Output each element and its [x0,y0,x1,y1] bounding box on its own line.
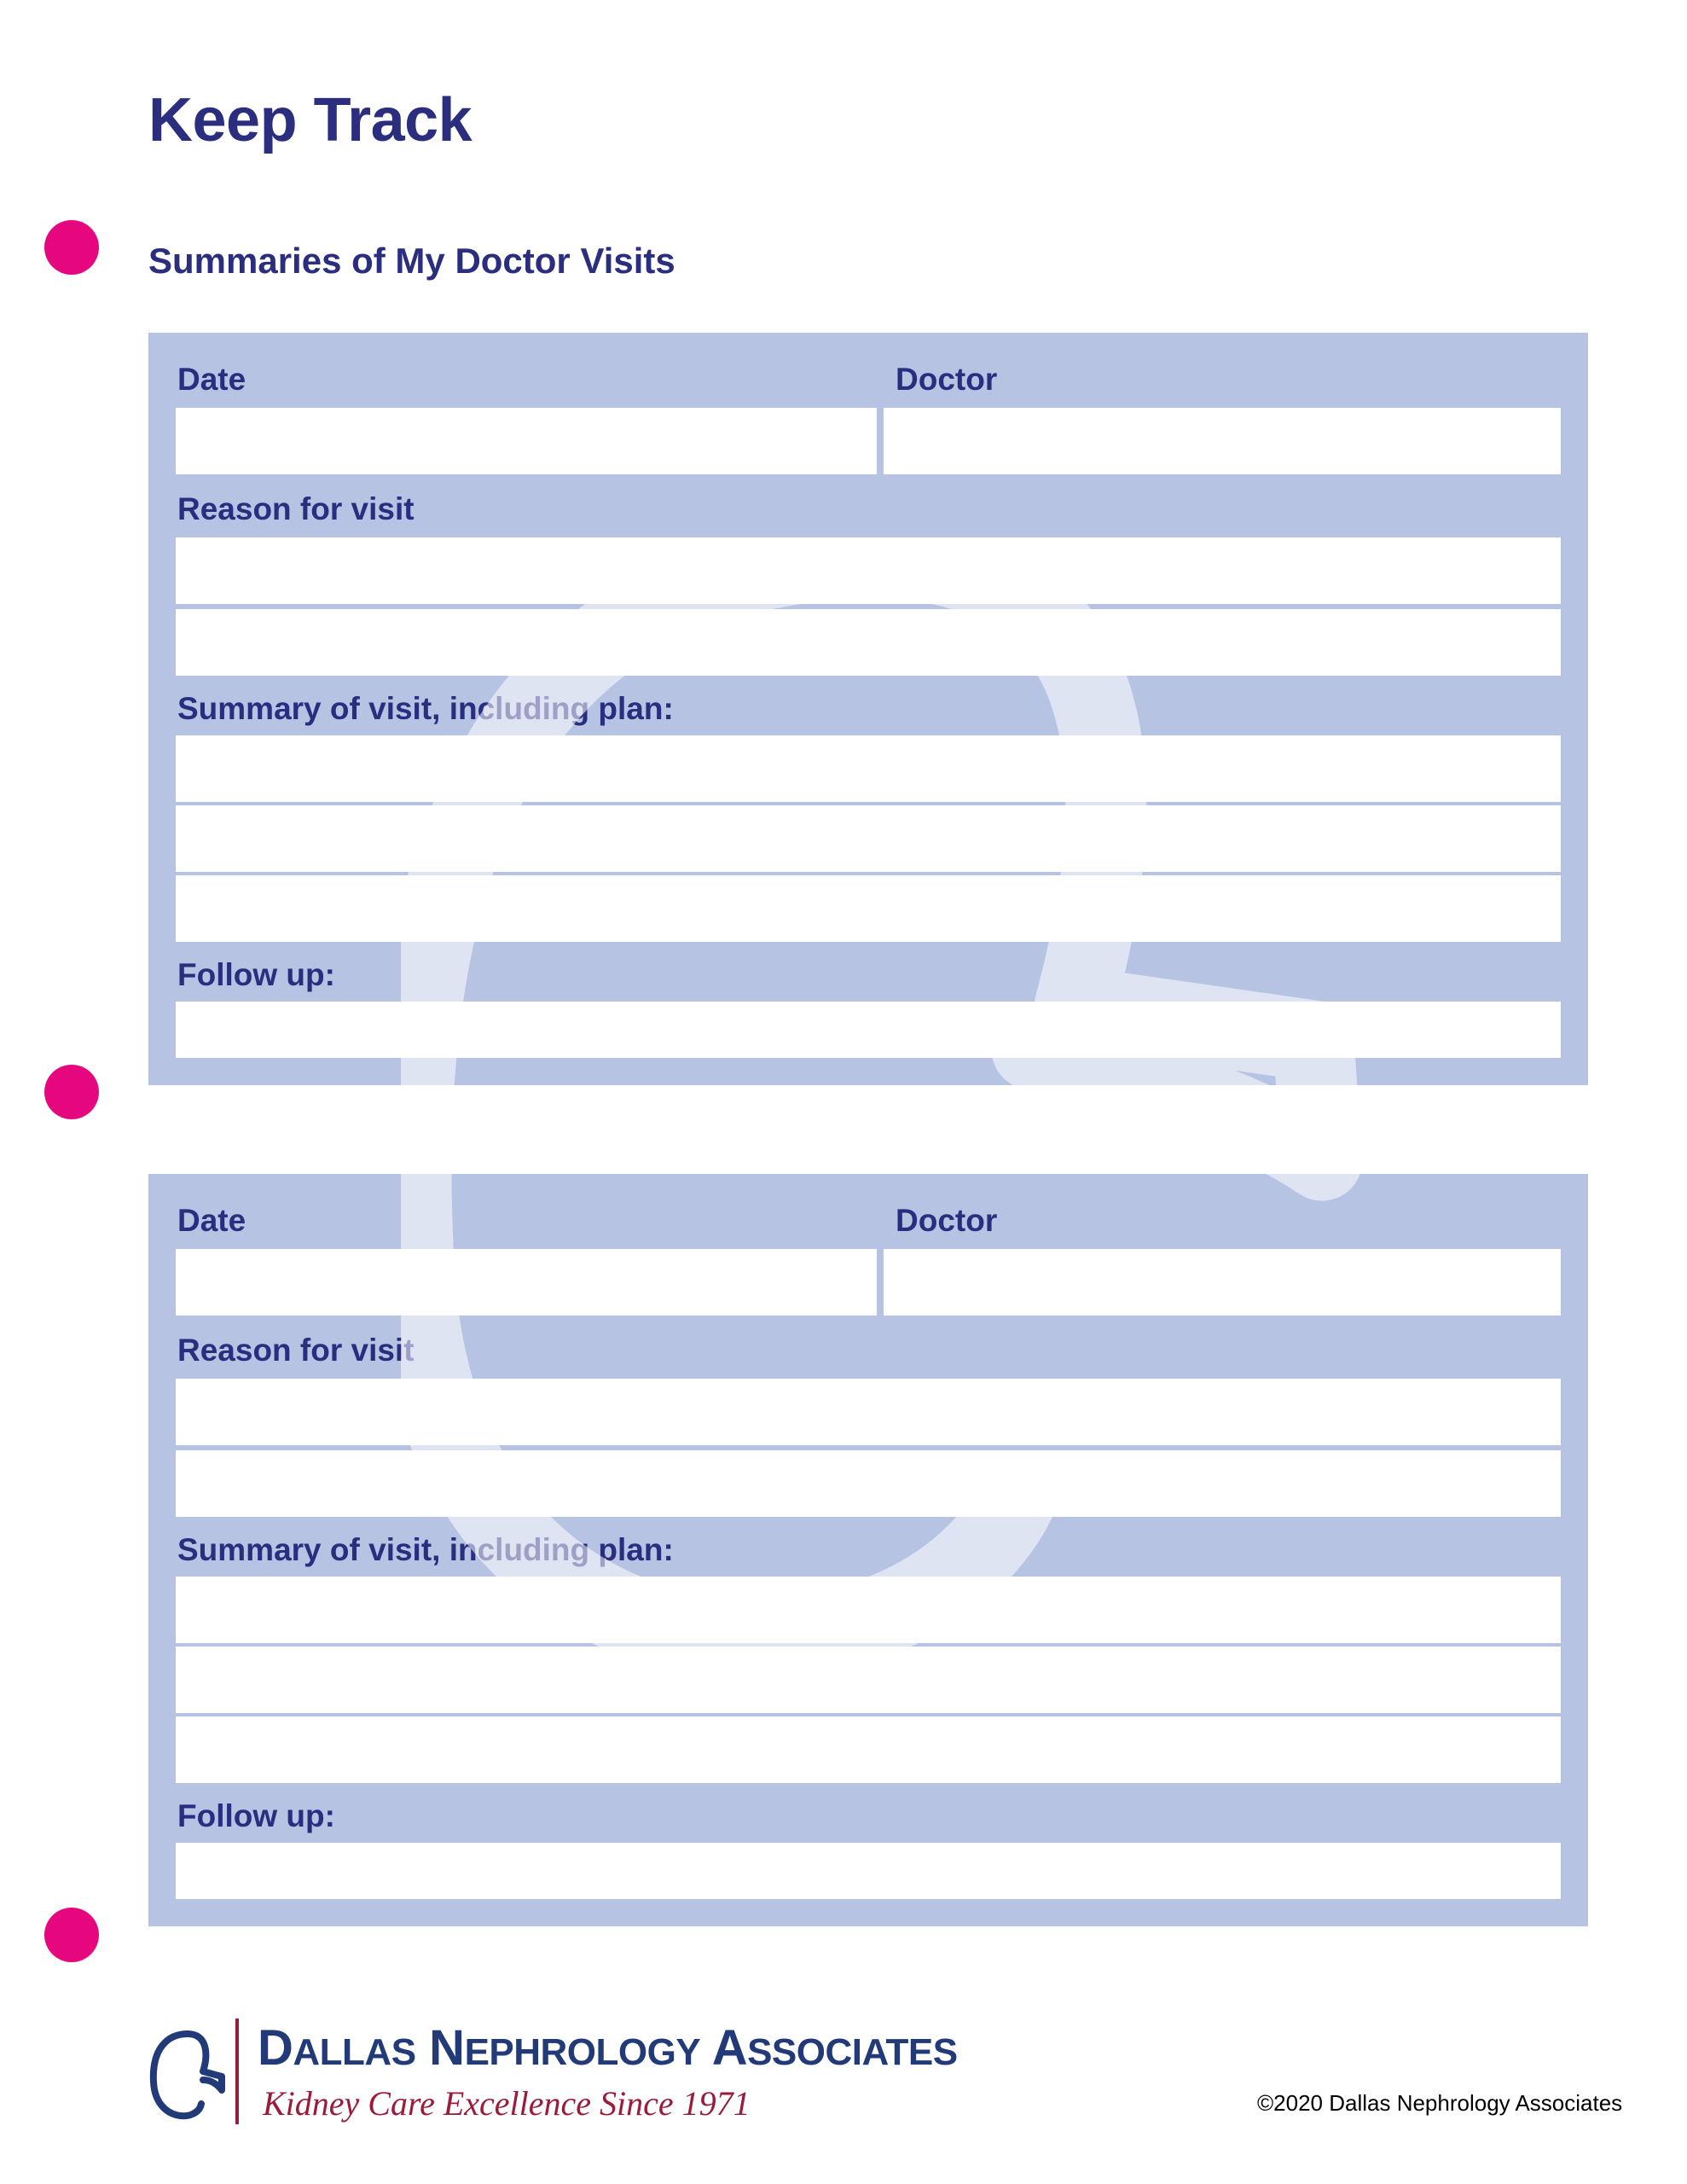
doctor-label: Doctor [896,1203,998,1238]
doctor-label: Doctor [896,362,998,397]
binder-hole [44,220,99,275]
reason-label: Reason for visit [177,491,415,526]
follow-up-label: Follow up: [177,1798,335,1833]
binder-hole [44,1065,99,1119]
summary-label: Summary of visit, including plan: [177,691,674,726]
follow-up-field[interactable] [176,1843,1561,1899]
section-title: Summaries of My Doctor Visits [148,241,675,281]
logo-word: SSOCIATES [747,2031,958,2073]
kidney-logo-icon [148,2027,227,2123]
reason-line[interactable] [176,609,1561,676]
binder-hole [44,1908,99,1962]
logo-word: EPHROLOGY [464,2031,701,2073]
copyright: ©2020 Dallas Nephrology Associates [1257,2090,1623,2116]
reason-line[interactable] [176,537,1561,604]
date-label: Date [177,1203,246,1238]
summary-line[interactable] [176,875,1561,942]
date-field[interactable] [176,1249,877,1316]
summary-label: Summary of visit, including plan: [177,1532,674,1567]
reason-line[interactable] [176,1450,1561,1517]
reason-line[interactable] [176,1379,1561,1445]
visit-summary-form [148,1174,1588,1926]
summary-line[interactable] [176,1716,1561,1783]
dallas-nephrology-logo [148,2013,1052,2133]
logo-initial: D [258,2020,293,2076]
doctor-field[interactable] [884,1249,1561,1316]
logo-divider [235,2018,239,2124]
summary-line[interactable] [176,1577,1561,1643]
date-field[interactable] [176,408,877,474]
summary-line[interactable] [176,735,1561,802]
visit-summary-form [148,333,1588,1085]
logo-initial: A [711,2020,748,2076]
summary-line[interactable] [176,805,1561,872]
follow-up-field[interactable] [176,1002,1561,1058]
logo-word: ALLAS [293,2031,416,2073]
page-title: Keep Track [148,86,472,154]
doctor-field[interactable] [884,408,1561,474]
date-label: Date [177,362,246,397]
logo-name [258,2020,958,2076]
logo-initial: N [429,2020,465,2076]
follow-up-label: Follow up: [177,957,335,992]
logo-tagline: Kidney Care Excellence Since 1971 [263,2084,751,2123]
reason-label: Reason for visit [177,1333,415,1368]
summary-line[interactable] [176,1647,1561,1713]
